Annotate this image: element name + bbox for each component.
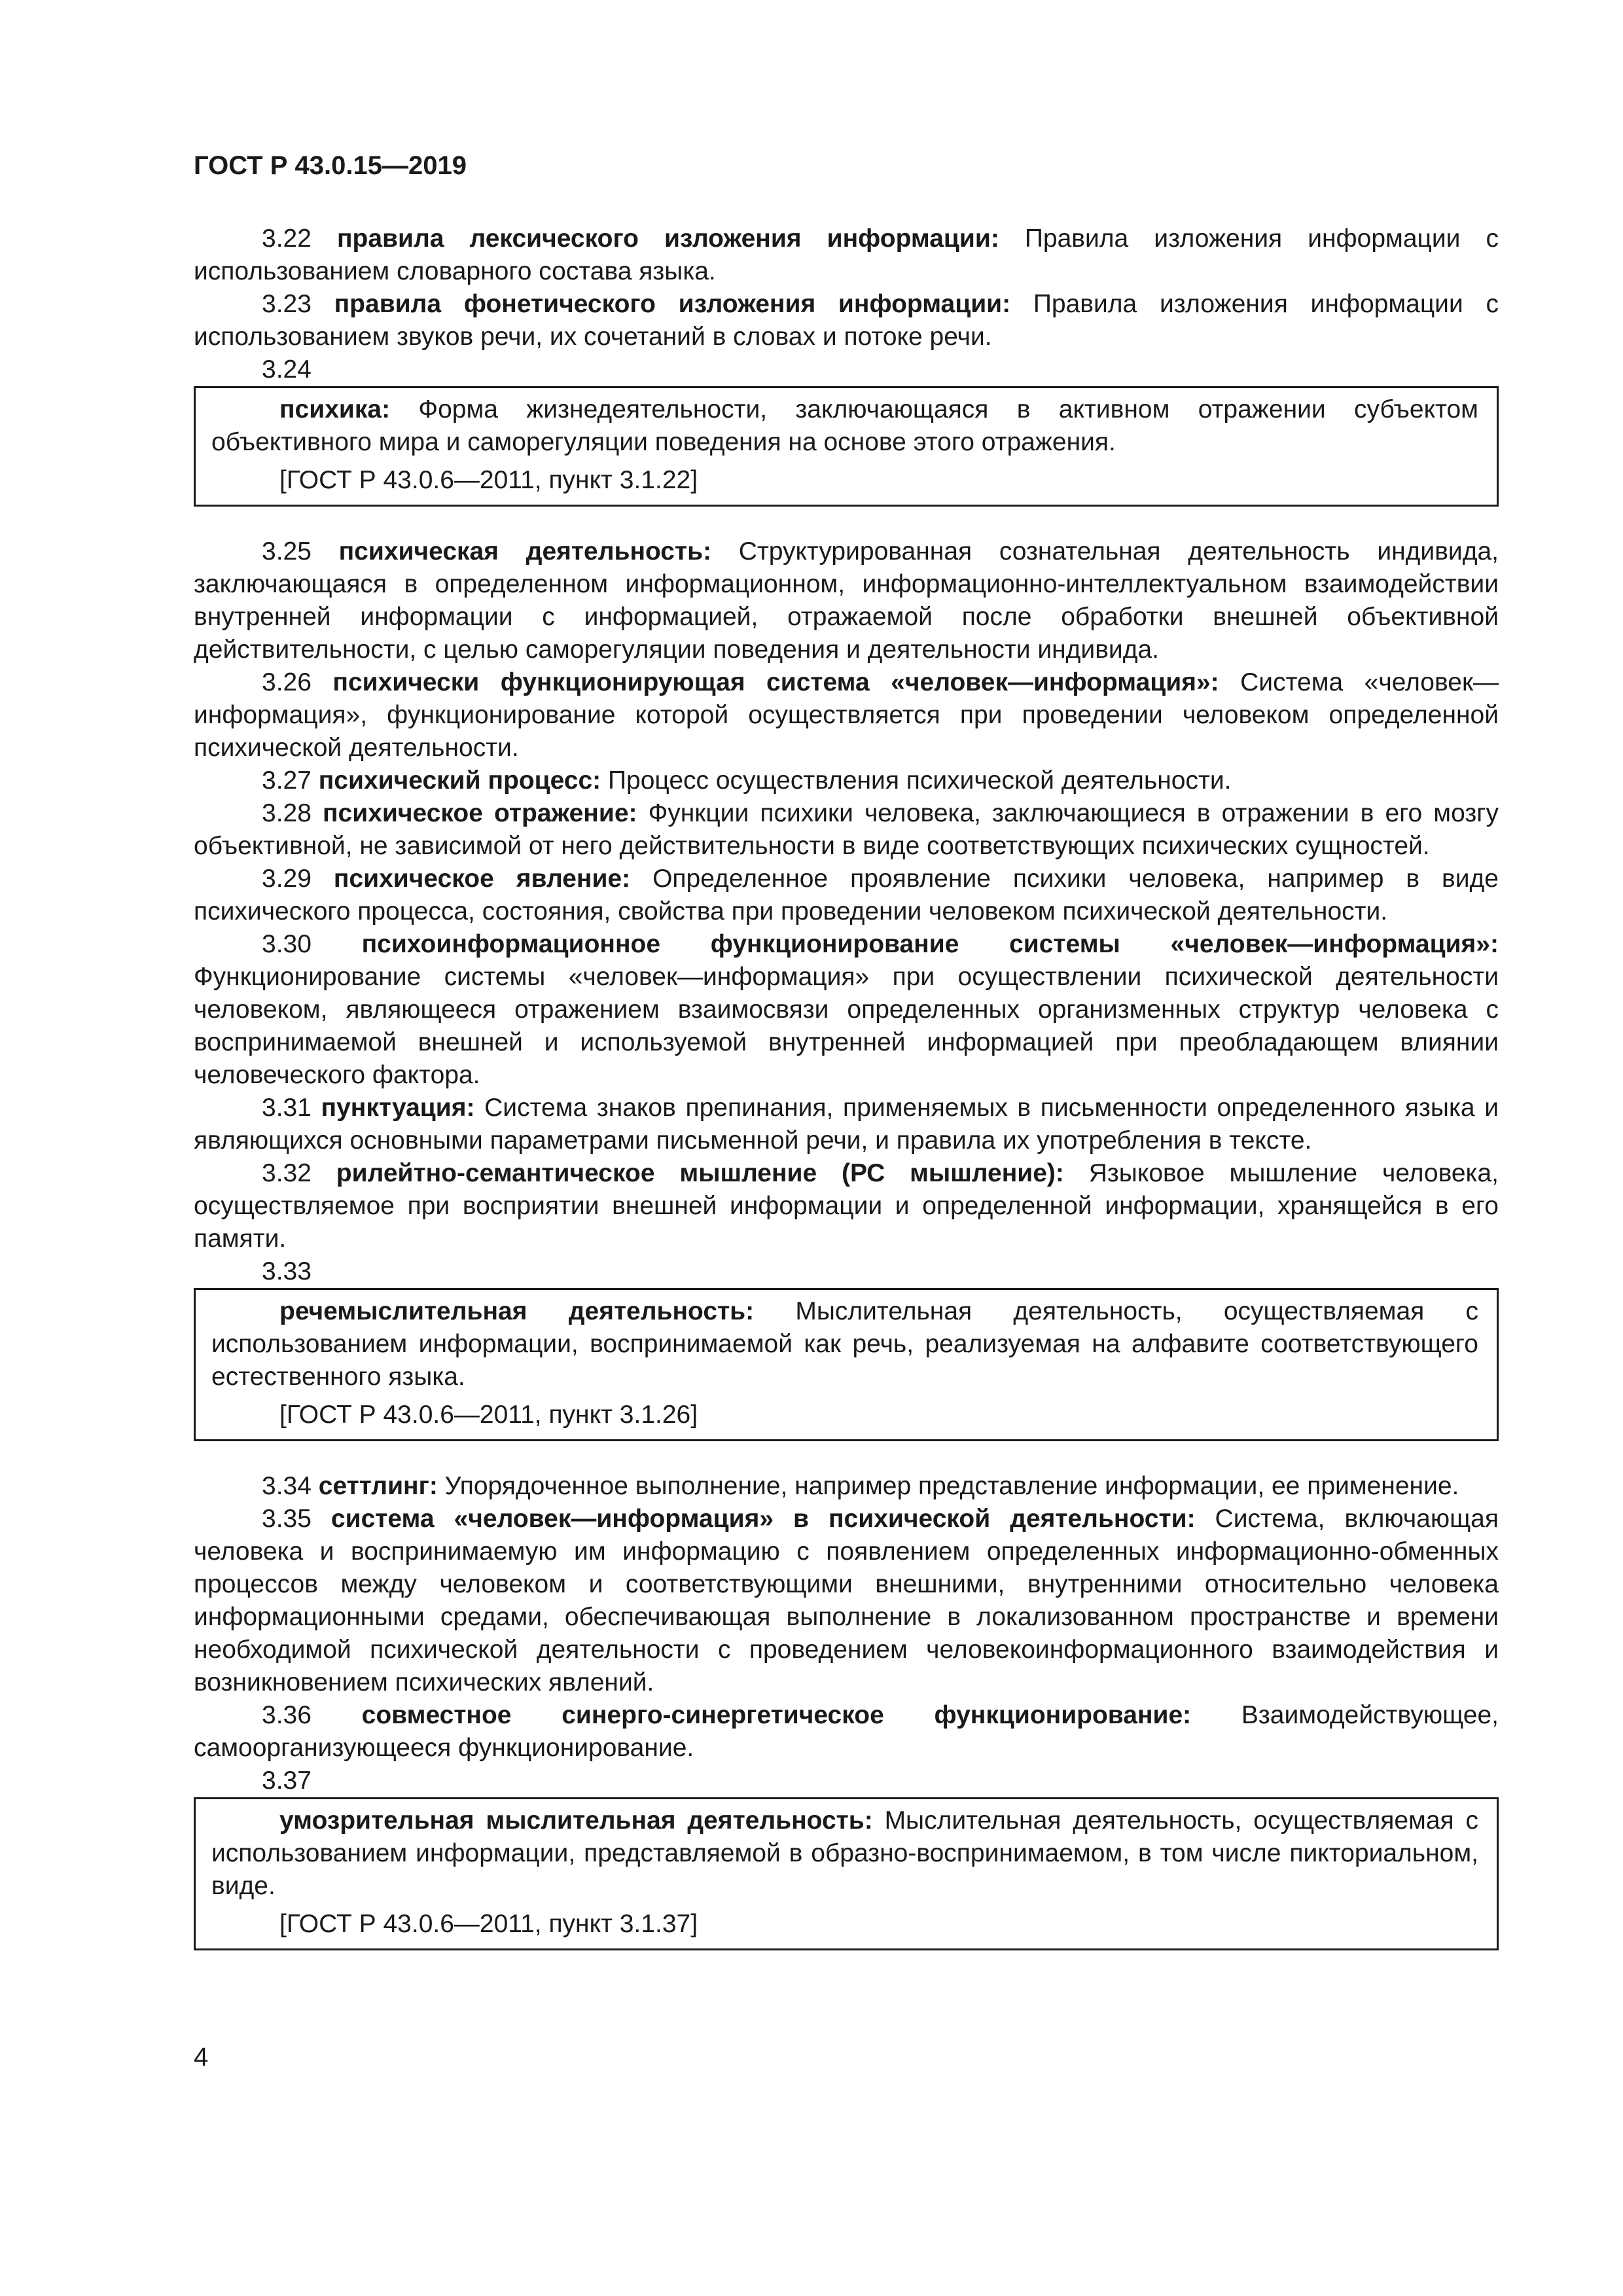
term-definition: Определенное проявление психики человека, например в виде психического процесса, состояния, свойства при проведении человеком психической деятельности.: [194, 865, 1499, 925]
term-entry-3-31: [194, 1092, 1499, 1157]
term-definition: Мыслительная деятельность, осуществляемая с использованием информации, представляемой в образно-воспринимаемом, в том числе пикториальном, виде.: [211, 1806, 1479, 1900]
boxed-definition: [211, 393, 1478, 459]
standard-designation: ГОСТ Р 43.0.15—2019: [194, 151, 467, 180]
term-name: психически функционирующая система «человек—информация»:: [332, 668, 1219, 696]
term-name: сеттлинг:: [318, 1472, 438, 1500]
entry-number: 3.34: [262, 1472, 312, 1500]
term-entry-3-22: [194, 223, 1499, 288]
term-definition: Структурированная сознательная деятельность индивида, заключающаяся в определенном информационном, информационно-интеллектуальном взаимодействии внутренней информации с информацией, отражаемой после обработки внешней объективной действительности, с целью саморегуляции поведения и деятельности индивида.: [194, 537, 1499, 664]
term-entry-3-27: [194, 764, 1499, 797]
term-name: умозрительная мыслительная деятельность:: [279, 1806, 873, 1835]
boxed-definition: [211, 1295, 1478, 1393]
term-definition: Система знаков препинания, применяемых в письменности определенного языка и являющихся основными параметрами письменной речи, и правила их употребления в тексте.: [194, 1094, 1499, 1155]
term-name: психическая деятельность:: [338, 537, 712, 565]
term-definition: Языковое мышление человека, осуществляемое при восприятии внешней информации и определенной информации, хранящейся в его памяти.: [194, 1159, 1499, 1253]
term-definition: Мыслительная деятельность, осуществляемая с использованием информации, воспринимаемой как речь, реализуемая на алфавите соответствующего естественного языка.: [211, 1297, 1478, 1391]
entry-number: 3.25: [262, 537, 312, 565]
entry-number: 3.29: [262, 865, 312, 893]
entry-number: 3.36: [262, 1701, 312, 1729]
term-name: система «человек—информация» в психической деятельности:: [330, 1505, 1196, 1533]
entry-number-3-33: 3.33: [262, 1257, 312, 1285]
term-entry-3-30: [194, 928, 1499, 1092]
term-entry-3-29: [194, 863, 1499, 928]
entry-number: 3.27: [262, 766, 312, 795]
source-reference: [ГОСТ Р 43.0.6—2011, пункт 3.1.26]: [279, 1401, 698, 1429]
term-definition: Процесс осуществления психической деятельности.: [601, 766, 1232, 795]
term-name: правила лексического изложения информации:: [336, 224, 999, 253]
term-entry-3-25: [194, 535, 1499, 666]
entry-number: 3.31: [262, 1094, 312, 1122]
boxed-definition: [211, 1804, 1478, 1903]
term-definition: Система «человек—информация», функционирование которой осуществляется при проведении человеком определенной психической деятельности.: [194, 668, 1499, 762]
term-name: речемыслительная деятельность:: [279, 1297, 755, 1325]
term-entry-3-36: [194, 1699, 1499, 1765]
term-entry-3-32: [194, 1157, 1499, 1255]
term-entry-3-28: [194, 797, 1499, 863]
entry-number: 3.22: [262, 224, 312, 253]
term-name: психоинформационное функционирование системы «человек—информация»:: [361, 930, 1499, 958]
spacer: [194, 1441, 1499, 1470]
entry-number: 3.23: [262, 290, 312, 318]
term-name: психический процесс:: [318, 766, 601, 795]
spacer: [194, 507, 1499, 535]
term-name: правила фонетического изложения информации:: [334, 290, 1011, 318]
terms-section: [194, 223, 1499, 1950]
term-name: психическое отражение:: [323, 799, 637, 827]
term-definition: Правила изложения информации с использованием звуков речи, их сочетаний в словах и потоке речи.: [194, 290, 1499, 351]
entry-number: 3.35: [262, 1505, 312, 1533]
term-entry-3-26: [194, 666, 1499, 764]
boxed-term-3-33: [194, 1288, 1499, 1441]
term-name: психика:: [279, 395, 391, 423]
term-definition: Система, включающая человека и воспринимаемую им информацию с появлением определенных информационно-обменных процессов между человеком и соответствующими внешними, внутренними относительно человека информационными средами, обеспечивающая выполнение в локализованном пространстве и времени необходимой психической деятельности с проведением человекоинформационного взаимодействия и возникновением психических явлений.: [194, 1505, 1499, 1696]
term-entry-3-34: [194, 1470, 1499, 1503]
term-name: психическое явление:: [333, 865, 631, 893]
term-entry-3-23: [194, 288, 1499, 353]
page-number: 4: [194, 2043, 209, 2072]
entry-number-3-24: 3.24: [262, 355, 312, 384]
term-name: пунктуация:: [321, 1094, 475, 1122]
term-definition: Функции психики человека, заключающиеся в отражении в его мозгу объективной, не зависимой от него действительности в виде соответствующих психических сущностей.: [194, 799, 1499, 860]
term-definition: Функционирование системы «человек—информация» при осуществлении психической деятельности человеком, являющееся отражением взаимосвязи определенных организменных структур человека с воспринимаемой внешней и используемой внутренней информацией при преобладающем влиянии человеческого фактора.: [194, 963, 1499, 1089]
entry-number: 3.28: [262, 799, 312, 827]
entry-number: 3.30: [262, 930, 312, 958]
source-reference: [ГОСТ Р 43.0.6—2011, пункт 3.1.37]: [279, 1910, 698, 1938]
source-reference: [ГОСТ Р 43.0.6—2011, пункт 3.1.22]: [279, 466, 698, 494]
term-entry-3-35: [194, 1503, 1499, 1699]
term-definition: Взаимодействующее, самоорганизующееся функционирование.: [194, 1701, 1499, 1762]
boxed-term-3-37: [194, 1797, 1499, 1950]
entry-number-3-37: 3.37: [262, 1767, 312, 1795]
term-definition: Форма жизнедеятельности, заключающаяся в активном отражении субъектом объективного мира и саморегуляции поведения на основе этого отражения.: [211, 395, 1478, 456]
boxed-term-3-24: [194, 386, 1499, 507]
term-name: рилейтно-семантическое мышление (РС мышление):: [336, 1159, 1064, 1187]
term-definition: Правила изложения информации с использованием словарного состава языка.: [194, 224, 1499, 285]
term-name: совместное синерго-синергетическое функционирование:: [361, 1701, 1192, 1729]
entry-number: 3.32: [262, 1159, 312, 1187]
term-definition: Упорядоченное выполнение, например представление информации, ее применение.: [437, 1472, 1459, 1500]
entry-number: 3.26: [262, 668, 312, 696]
